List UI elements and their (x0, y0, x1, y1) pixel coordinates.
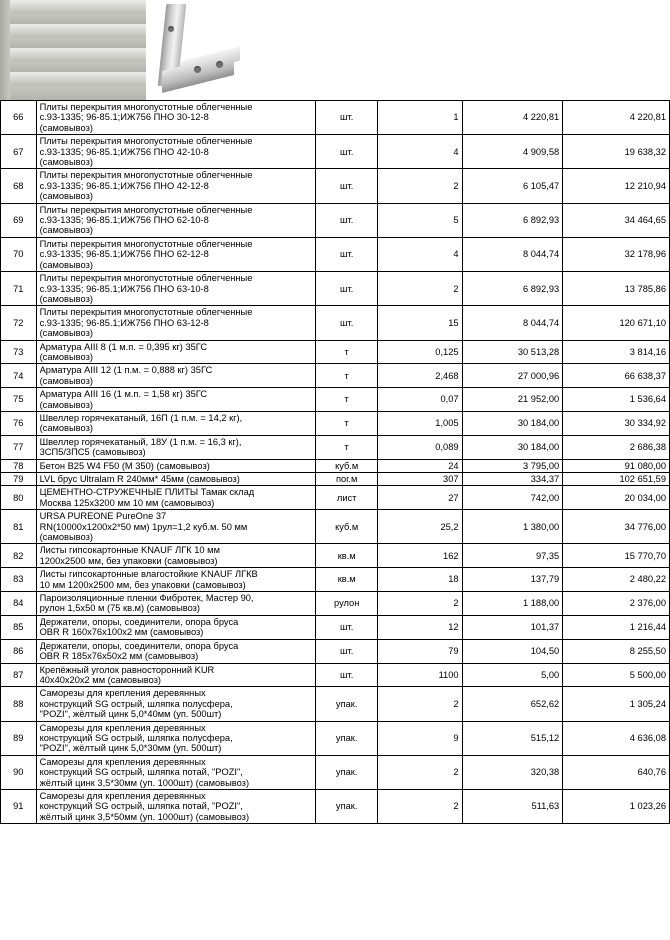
item-name-line: OBR R 185х76х50х2 мм (самовывоз) (39, 651, 199, 662)
cell-sum: 34 464,65 (563, 203, 670, 237)
table-row (1, 592, 670, 616)
cell-item-name (36, 340, 316, 364)
cell-price: 97,35 (462, 544, 563, 568)
cell-quantity: 18 (378, 568, 462, 592)
cell-price: 5,00 (462, 663, 563, 687)
cell-price: 4 220,81 (462, 101, 563, 135)
header-image-band (0, 0, 670, 100)
cell-quantity: 2 (378, 755, 462, 789)
item-name-line: конструкций SG острый, шляпка потай, "POZI", (39, 767, 243, 778)
table-row (1, 755, 670, 789)
cell-sum: 19 638,32 (563, 135, 670, 169)
item-name-line: конструкций SG острый, шляпка потай, "POZI", (39, 801, 243, 812)
cell-price: 742,00 (462, 486, 563, 510)
item-name-line: Крепёжный уголок равносторонний KUR (39, 664, 215, 675)
cell-unit: шт. (316, 663, 378, 687)
cell-row-number: 69 (1, 203, 37, 237)
cell-price: 8 044,74 (462, 237, 563, 271)
item-name-line: Швеллер горячекатаный, 16П (1 п.м. = 14,2 кг), (39, 412, 243, 423)
item-name-line: 10 мм 1200х2500 мм, без упаковки (самовывоз) (39, 579, 246, 590)
item-name-line: Москва 125х3200 мм 10 мм (самовывоз) (39, 497, 215, 508)
cell-row-number: 71 (1, 272, 37, 306)
estimate-items-table (0, 100, 670, 824)
cell-price: 104,50 (462, 639, 563, 663)
item-name-line: Плиты перекрытия многопустотные облегченные (39, 238, 253, 249)
item-name-line: 40х40х20х2 мм (самовывоз) (39, 674, 162, 685)
cell-price: 320,38 (462, 755, 563, 789)
item-name-line: Саморезы для крепления деревянных (39, 722, 206, 733)
cell-unit: шт. (316, 272, 378, 306)
item-name-line: Плиты перекрытия многопустотные облегченные (39, 102, 253, 112)
cell-row-number: 83 (1, 568, 37, 592)
cell-quantity: 25,2 (378, 510, 462, 544)
item-name-line: (самовывоз) (39, 225, 93, 236)
item-name-line: Плиты перекрытия многопустотные облегченные (39, 170, 253, 181)
cell-item-name (36, 459, 316, 472)
cell-row-number: 90 (1, 755, 37, 789)
cell-row-number: 72 (1, 306, 37, 340)
cell-item-name (36, 272, 316, 306)
table-row (1, 364, 670, 388)
item-name-line: (самовывоз) (39, 191, 93, 202)
cell-quantity: 0,089 (378, 435, 462, 459)
cell-unit: шт. (316, 135, 378, 169)
cell-price: 1 380,00 (462, 510, 563, 544)
cell-item-name (36, 473, 316, 486)
cell-row-number: 82 (1, 544, 37, 568)
item-name-line: Саморезы для крепления деревянных (39, 756, 206, 767)
cell-unit: шт. (316, 101, 378, 135)
cell-row-number: 74 (1, 364, 37, 388)
item-name-line: (самовывоз) (39, 122, 93, 133)
cell-quantity: 0,125 (378, 340, 462, 364)
cell-item-name (36, 592, 316, 616)
item-name-line: Плиты перекрытия многопустотные облегченные (39, 204, 253, 215)
cell-item-name (36, 615, 316, 639)
cell-item-name (36, 101, 316, 135)
cell-item-name (36, 364, 316, 388)
item-name-line: с.93-1335; 96-85.1;ИЖ756 ПНО 63-12-8 (39, 317, 209, 328)
cell-item-name (36, 721, 316, 755)
cell-quantity: 1 (378, 101, 462, 135)
cell-unit: шт. (316, 169, 378, 203)
cell-unit: шт. (316, 203, 378, 237)
cell-sum: 120 671,10 (563, 306, 670, 340)
item-name-line: Арматура AIII 8 (1 м.п. = 0,395 кг) 35ГС (39, 341, 208, 352)
table-row (1, 388, 670, 412)
cell-quantity: 162 (378, 544, 462, 568)
cell-item-name (36, 135, 316, 169)
item-name-line: RN(10000х1200х2*50 мм) 1рул=1,2 куб.м. 50 мм (39, 521, 248, 532)
item-name-line: URSA PUREONE PureOne 37 (39, 511, 167, 522)
cell-sum: 8 255,50 (563, 639, 670, 663)
cell-row-number: 91 (1, 789, 37, 823)
cell-price: 6 892,93 (462, 272, 563, 306)
cell-item-name (36, 789, 316, 823)
item-name-line: Арматура AIII 16 (1 м.п. = 1,58 кг) 35ГС (39, 389, 208, 400)
cell-unit: шт. (316, 237, 378, 271)
table-row (1, 639, 670, 663)
item-name-line: конструкций SG острый, шляпка полусфера, (39, 732, 233, 743)
cell-quantity: 307 (378, 473, 462, 486)
cell-price: 30 513,28 (462, 340, 563, 364)
cell-row-number: 78 (1, 459, 37, 472)
cell-row-number: 67 (1, 135, 37, 169)
item-name-line: Листы гипсокартонные KNAUF ЛГК 10 мм (39, 545, 220, 556)
cell-row-number: 66 (1, 101, 37, 135)
table-row (1, 411, 670, 435)
cell-price: 6 105,47 (462, 169, 563, 203)
table-row (1, 510, 670, 544)
item-name-line: Плиты перекрытия многопустотные облегченные (39, 307, 253, 318)
cell-item-name (36, 435, 316, 459)
item-name-line: Плиты перекрытия многопустотные облегченные (39, 273, 253, 284)
cell-sum: 13 785,86 (563, 272, 670, 306)
table-row (1, 306, 670, 340)
stair-photo (0, 0, 146, 100)
cell-sum: 640,76 (563, 755, 670, 789)
cell-row-number: 73 (1, 340, 37, 364)
item-name-line: (самовывоз) (39, 351, 93, 362)
cell-sum: 2 376,00 (563, 592, 670, 616)
item-name-line: ЦЕМЕНТНО-СТРУЖЕЧНЫЕ ПЛИТЫ Тамак склад (39, 487, 255, 498)
cell-price: 3 795,00 (462, 459, 563, 472)
cell-unit: куб.м (316, 510, 378, 544)
table-row (1, 486, 670, 510)
cell-unit: т (316, 364, 378, 388)
item-name-line: Пароизоляционные пленки Фибротек, Мастер 90, (39, 593, 254, 604)
cell-unit: т (316, 411, 378, 435)
item-name-line: рулон 1,5х50 м (75 кв.м) (самовывоз) (39, 603, 201, 614)
cell-unit: т (316, 435, 378, 459)
cell-sum: 1 536,64 (563, 388, 670, 412)
cell-row-number: 86 (1, 639, 37, 663)
table-row (1, 544, 670, 568)
table-row (1, 568, 670, 592)
item-name-line: (самовывоз) (39, 375, 93, 386)
cell-sum: 32 178,96 (563, 237, 670, 271)
item-name-line: Саморезы для крепления деревянных (39, 790, 206, 801)
cell-row-number: 79 (1, 473, 37, 486)
cell-unit: шт. (316, 639, 378, 663)
cell-unit: пог.м (316, 473, 378, 486)
item-name-line: (самовывоз) (39, 157, 93, 168)
cell-item-name (36, 544, 316, 568)
item-name-line: 1200х2500 мм, без упаковки (самовывоз) (39, 555, 218, 566)
cell-sum: 30 334,92 (563, 411, 670, 435)
cell-item-name (36, 510, 316, 544)
cell-row-number: 88 (1, 687, 37, 721)
cell-price: 21 952,00 (462, 388, 563, 412)
table-row (1, 237, 670, 271)
cell-price: 4 909,58 (462, 135, 563, 169)
item-name-line: жёлтый цинк 3,5*50мм (уп. 1000шт) (самовывоз) (39, 811, 250, 822)
table-row (1, 203, 670, 237)
cell-sum: 12 210,94 (563, 169, 670, 203)
cell-item-name (36, 755, 316, 789)
item-name-line: OBR R 160х76х100х2 мм (самовывоз) (39, 627, 204, 638)
cell-row-number: 75 (1, 388, 37, 412)
cell-quantity: 5 (378, 203, 462, 237)
cell-sum: 66 638,37 (563, 364, 670, 388)
item-name-line: жёлтый цинк 3,5*30мм (уп. 1000шт) (самовывоз) (39, 777, 250, 788)
cell-row-number: 68 (1, 169, 37, 203)
table-row (1, 615, 670, 639)
item-name-line: с.93-1335; 96-85.1;ИЖ756 ПНО 42-10-8 (39, 146, 209, 157)
cell-quantity: 2 (378, 169, 462, 203)
cell-row-number: 85 (1, 615, 37, 639)
cell-quantity: 1,005 (378, 411, 462, 435)
cell-unit: шт. (316, 306, 378, 340)
item-name-line: с.93-1335; 96-85.1;ИЖ756 ПНО 63-10-8 (39, 283, 209, 294)
item-name-line: (самовывоз) (39, 423, 93, 434)
cell-price: 511,63 (462, 789, 563, 823)
cell-quantity: 2 (378, 687, 462, 721)
cell-item-name (36, 639, 316, 663)
cell-quantity: 79 (378, 639, 462, 663)
table-row (1, 272, 670, 306)
item-name-line: (самовывоз) (39, 259, 93, 270)
item-name-line: Швеллер горячекатаный, 18У (1 п.м. = 16,3 кг), (39, 436, 242, 447)
item-name-line: Держатели, опоры, соединители, опора бруса (39, 640, 239, 651)
cell-row-number: 87 (1, 663, 37, 687)
table-row (1, 721, 670, 755)
cell-unit: кв.м (316, 544, 378, 568)
cell-unit: кв.м (316, 568, 378, 592)
metal-angle-bracket-photo (150, 0, 260, 100)
cell-sum: 20 034,00 (563, 486, 670, 510)
cell-price: 27 000,96 (462, 364, 563, 388)
table-row (1, 789, 670, 823)
cell-price: 101,37 (462, 615, 563, 639)
cell-price: 515,12 (462, 721, 563, 755)
cell-row-number: 81 (1, 510, 37, 544)
cell-sum: 1 305,24 (563, 687, 670, 721)
item-name-line: с.93-1335; 96-85.1;ИЖ756 ПНО 42-12-8 (39, 180, 209, 191)
cell-sum: 102 651,59 (563, 473, 670, 486)
cell-unit: т (316, 340, 378, 364)
cell-unit: упак. (316, 755, 378, 789)
cell-price: 334,37 (462, 473, 563, 486)
cell-row-number: 80 (1, 486, 37, 510)
cell-unit: куб.м (316, 459, 378, 472)
item-name-line: (самовывоз) (39, 532, 93, 543)
item-name-line: с.93-1335; 96-85.1;ИЖ756 ПНО 62-10-8 (39, 215, 209, 226)
cell-price: 652,62 (462, 687, 563, 721)
item-name-line: "POZI", жёлтый цинк 5,0*40мм (уп. 500шт) (39, 709, 222, 720)
cell-quantity: 2 (378, 789, 462, 823)
item-name-line: Держатели, опоры, соединители, опора бруса (39, 616, 239, 627)
cell-sum: 2 480,22 (563, 568, 670, 592)
cell-item-name (36, 388, 316, 412)
cell-item-name (36, 663, 316, 687)
cell-quantity: 2,468 (378, 364, 462, 388)
cell-unit: упак. (316, 789, 378, 823)
cell-row-number: 76 (1, 411, 37, 435)
cell-price: 137,79 (462, 568, 563, 592)
cell-row-number: 70 (1, 237, 37, 271)
item-name-line: (самовывоз) (39, 293, 93, 304)
cell-price: 8 044,74 (462, 306, 563, 340)
cell-row-number: 84 (1, 592, 37, 616)
cell-unit: лист (316, 486, 378, 510)
table-row (1, 459, 670, 472)
item-name-line: LVL брус Ultralam R 240мм* 45мм (самовывоз) (39, 474, 240, 484)
item-name-line: (самовывоз) (39, 328, 93, 339)
table-row (1, 473, 670, 486)
cell-sum: 1 216,44 (563, 615, 670, 639)
table-row (1, 101, 670, 135)
cell-row-number: 89 (1, 721, 37, 755)
cell-sum: 15 770,70 (563, 544, 670, 568)
table-row (1, 435, 670, 459)
cell-row-number: 77 (1, 435, 37, 459)
cell-sum: 91 080,00 (563, 459, 670, 472)
cell-sum: 3 814,16 (563, 340, 670, 364)
cell-unit: упак. (316, 721, 378, 755)
cell-item-name (36, 486, 316, 510)
cell-sum: 1 023,26 (563, 789, 670, 823)
cell-quantity: 24 (378, 459, 462, 472)
cell-quantity: 1100 (378, 663, 462, 687)
cell-item-name (36, 237, 316, 271)
cell-quantity: 0,07 (378, 388, 462, 412)
cell-unit: рулон (316, 592, 378, 616)
item-name-line: (самовывоз) (39, 399, 93, 410)
cell-price: 30 184,00 (462, 435, 563, 459)
item-name-line: Саморезы для крепления деревянных (39, 688, 206, 699)
cell-sum: 4 220,81 (563, 101, 670, 135)
cell-price: 1 188,00 (462, 592, 563, 616)
item-name-line: Плиты перекрытия многопустотные облегченные (39, 136, 253, 147)
cell-price: 6 892,93 (462, 203, 563, 237)
table-row (1, 135, 670, 169)
cell-item-name (36, 169, 316, 203)
cell-quantity: 27 (378, 486, 462, 510)
cell-quantity: 2 (378, 272, 462, 306)
cell-sum: 5 500,00 (563, 663, 670, 687)
cell-item-name (36, 411, 316, 435)
table-row (1, 687, 670, 721)
cell-sum: 2 686,38 (563, 435, 670, 459)
item-name-line: "POZI", жёлтый цинк 5,0*30мм (уп. 500шт) (39, 743, 222, 754)
item-name-line: с.93-1335; 96-85.1;ИЖ756 ПНО 30-12-8 (39, 112, 209, 123)
item-name-line: Листы гипсокартонные влагостойкие KNAUF ЛГКВ (39, 569, 258, 580)
item-name-line: Арматура AIII 12 (1 п.м. = 0,888 кг) 35ГС (39, 365, 213, 376)
cell-sum: 4 636,08 (563, 721, 670, 755)
table-row (1, 169, 670, 203)
cell-item-name (36, 306, 316, 340)
cell-item-name (36, 568, 316, 592)
cell-item-name (36, 203, 316, 237)
item-name-line: конструкций SG острый, шляпка полусфера, (39, 698, 233, 709)
cell-quantity: 2 (378, 592, 462, 616)
cell-sum: 34 776,00 (563, 510, 670, 544)
cell-quantity: 4 (378, 237, 462, 271)
cell-price: 30 184,00 (462, 411, 563, 435)
item-name-line: с.93-1335; 96-85.1;ИЖ756 ПНО 62-12-8 (39, 249, 209, 260)
cell-unit: т (316, 388, 378, 412)
cell-quantity: 12 (378, 615, 462, 639)
cell-item-name (36, 687, 316, 721)
item-name-line: 3СП5/3ПС5 (самовывоз) (39, 447, 146, 458)
table-row (1, 340, 670, 364)
cell-unit: шт. (316, 615, 378, 639)
cell-quantity: 9 (378, 721, 462, 755)
cell-quantity: 15 (378, 306, 462, 340)
cell-quantity: 4 (378, 135, 462, 169)
item-name-line: Бетон В25 W4 F50 (М 350) (самовывоз) (39, 460, 210, 471)
cell-unit: упак. (316, 687, 378, 721)
table-row (1, 663, 670, 687)
